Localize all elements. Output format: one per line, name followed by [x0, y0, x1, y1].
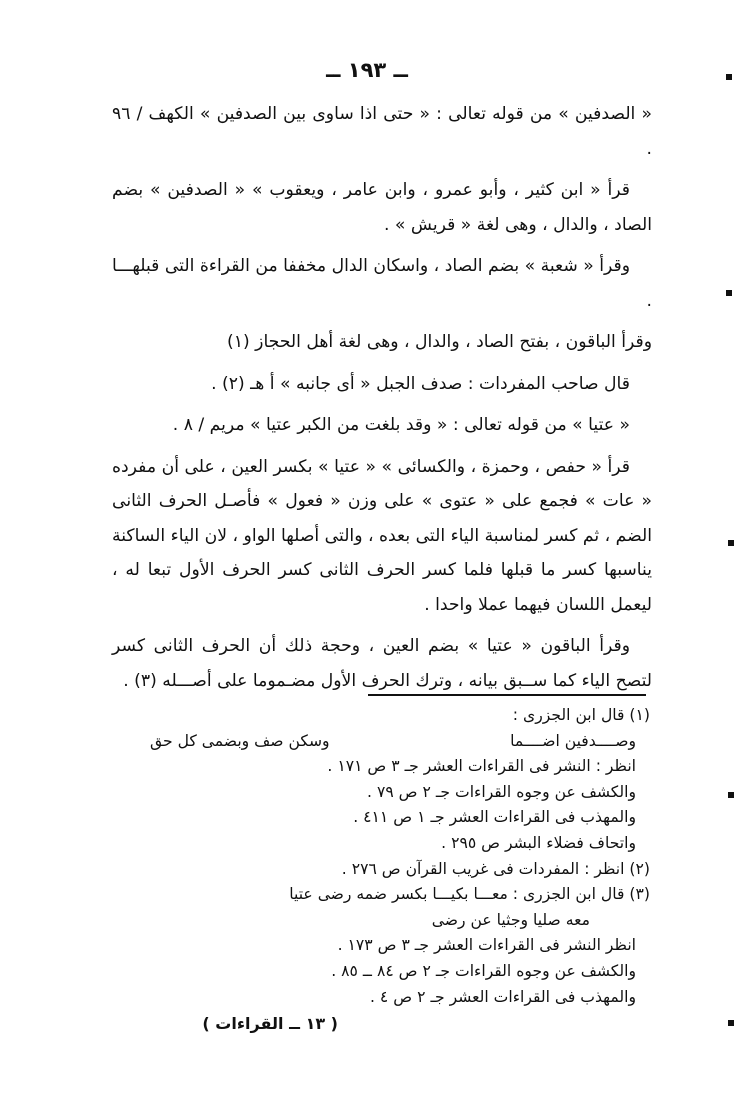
footnotes [150, 703, 650, 1010]
margin-mark-upper [726, 290, 732, 296]
page-number: ــ ١٩٣ ــ [326, 58, 408, 82]
main-text [112, 97, 652, 705]
footnote-3-ref: والمهذب فى القراءات العشر جـ ٢ ص ٤ . [370, 987, 636, 1006]
footnote-1-ref: انظر : النشر فى القراءات العشر جـ ٣ ص ١٧١ . [327, 757, 636, 776]
margin-mark-top [726, 74, 732, 80]
footnote-divider [368, 694, 646, 696]
footnote-1-ref: والكشف عن وجوه القراءات جـ ٢ ص ٧٩ . [367, 782, 636, 801]
paragraph-3: وقرأ « شعبة » بضم الصاد ، واسكان الدال مخففا من القراءة التى قبلهـــا . [112, 256, 652, 311]
footnote-3-intro: (٣) قال ابن الجزرى : معـــا بكيـــا بكسر ضمه رضى عتيا [289, 885, 650, 904]
paragraph-2: قرأ « ابن كثير ، وأبو عمرو ، وابن عامر ، ويعقوب » « الصدفين » بضم الصاد ، والدال ، وهى لغة « قريش » . [112, 180, 652, 235]
footnote-1-intro: (١) قال ابن الجزرى : [512, 706, 650, 724]
margin-mark-lower [728, 792, 734, 798]
footnote-1-verse [150, 729, 650, 755]
footnote-2: (٢) انظر : المفردات فى غريب القرآن ص ٢٧٦ . [341, 859, 650, 878]
verse-hemistich-left: وسكن صف وبضمى كل حق [150, 731, 330, 750]
paragraph-6: « عتيا » من قوله تعالى : « وقد بلغت من الكبر عتيا » مريم / ٨ . [172, 415, 630, 435]
paragraph-4: وقرأ الباقون ، بفتح الصاد ، والدال ، وهى لغة أهل الحجاز (١) [227, 332, 652, 352]
footnote-3-ref: والكشف عن وجوه القراءات جـ ٢ ص ٨٤ ــ ٨٥ . [331, 961, 636, 980]
footnote-1-ref: واتحاف فضلاء البشر ص ٢٩٥ . [441, 833, 636, 852]
verse-hemistich-right: وصــــدفين اضــــما [510, 731, 636, 750]
paragraph-8: وقرأ الباقون « عتيا » بضم العين ، وحجة ذلك أن الحرف الثانى كسر لتصح الياء كما ســبق بيانه ، وترك الحرف الأول مضـموما على أصـــله (٣) . [112, 636, 652, 691]
margin-mark-bottom [728, 1020, 734, 1026]
paragraph-7: قرأ « حفص ، وحمزة ، والكسائى » « عتيا » بكسر العين ، على أن مفرده « عات » فجمع على « عتوى » على وزن « فعول » فأصـل الحرف الثانى الضم ، ثم كسر لمناسبة الياء التى بعده ، والتى أصلها الواو ، لان الياء الساكنة يناسبها كسر ما قبلها فلما كسر الحرف الثانى كسر الحرف الأول تبعا له ، ليعمل اللسان فيهما عملا واحدا . [112, 456, 652, 615]
paragraph-5: قال صاحب المفردات : صدف الجبل « أى جانبه » أ هـ (٢) . [211, 373, 630, 394]
signature-mark: ( ١٣ ــ القراءات ) [202, 1014, 338, 1033]
footnote-3-continuation: معه صليا وجثيا عن رضى [431, 910, 590, 929]
margin-mark-middle [728, 540, 734, 546]
paragraph-1: « الصدفين » من قوله تعالى : « حتى اذا ساوى بين الصدفين » الكهف / ٩٦ . [112, 104, 652, 159]
footnote-1-ref: والمهذب فى القراءات العشر جـ ١ ص ٤١١ . [353, 808, 636, 827]
footnote-3-ref: انظر النشر فى القراءات العشر جـ ٣ ص ١٧٣ . [337, 936, 636, 955]
